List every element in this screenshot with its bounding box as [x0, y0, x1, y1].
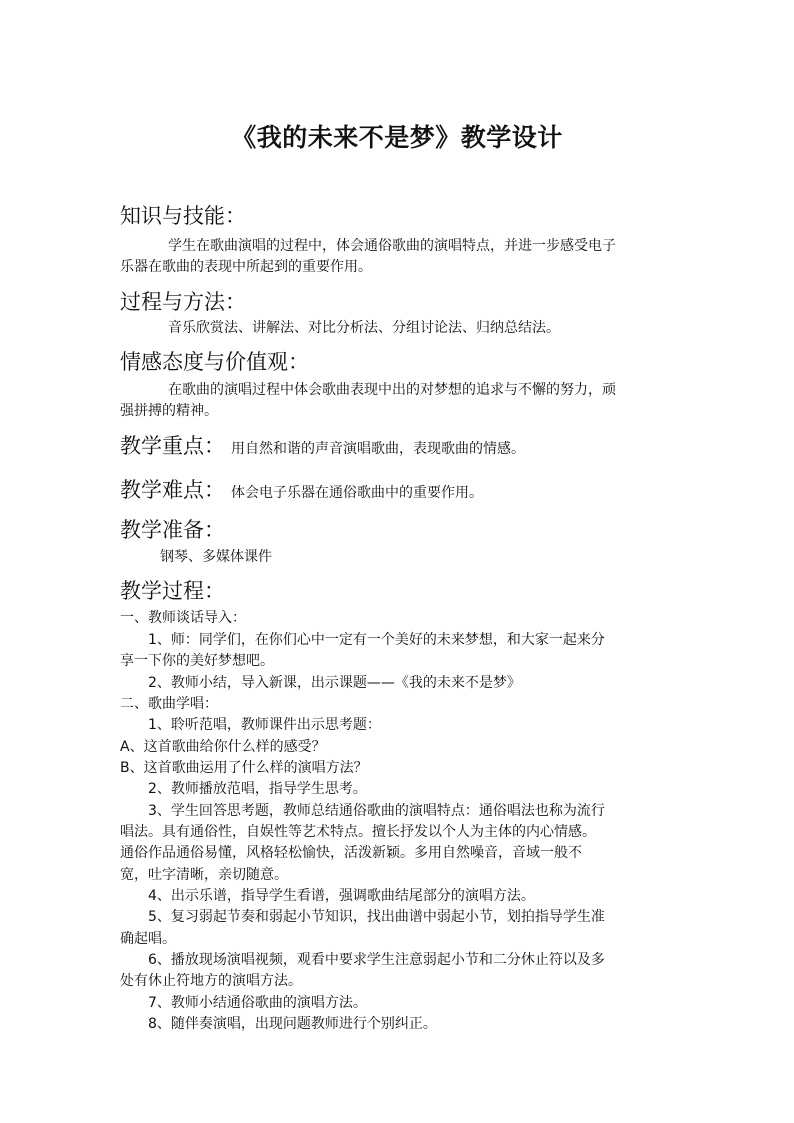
procedure-line: 二、歌曲学唱： — [120, 696, 218, 712]
heading-difficulty — [120, 474, 483, 504]
knowledge-line-1: 学生在歌曲演唱的过程中，体会通俗歌曲的演唱特点，并进一步感受电子 — [168, 238, 616, 254]
procedure-line: 3、学生回答思考题，教师总结通俗歌曲的演唱特点：通俗唱法也称为流行 — [148, 803, 605, 819]
heading-key-point — [120, 430, 525, 460]
emotion-line-1: 在歌曲的演唱过程中体会歌曲表现中出的对梦想的追求与不懈的努力，顽 — [168, 382, 616, 398]
procedure-line: 确起唱。 — [120, 931, 176, 947]
procedure-line: 宽，吐字清晰，亲切随意。 — [120, 867, 288, 883]
difficulty-label: 教学难点： — [120, 478, 225, 502]
heading-procedure: 教学过程： — [120, 579, 225, 603]
procedure-line: 8、随伴奏演唱，出现问题教师进行个别纠正。 — [148, 1016, 437, 1032]
procedure-line: 通俗作品通俗易懂，风格轻松愉快，活泼新颖。多用自然噪音，音域一般不 — [120, 845, 582, 861]
preparation-line-1: 钢琴、多媒体课件 — [160, 549, 272, 565]
knowledge-line-2: 乐器在歌曲的表现中所起到的重要作用。 — [120, 259, 372, 275]
procedure-line: 唱法。具有通俗性，自娱性等艺术特点。擅长抒发以个人为主体的内心情感。 — [120, 824, 596, 840]
procedure-line: 7、教师小结通俗歌曲的演唱方法。 — [148, 995, 367, 1011]
key-point-label: 教学重点： — [120, 434, 225, 458]
procedure-line: 2、教师播放范唱，指导学生思考。 — [148, 781, 367, 797]
difficulty-text: 体会电子乐器在通俗歌曲中的重要作用。 — [231, 485, 483, 501]
heading-process-method: 过程与方法： — [120, 290, 246, 314]
procedure-line: 2、教师小结，导入新课，出示课题——《我的未来不是梦》 — [148, 675, 521, 691]
procedure-line: B、这首歌曲运用了什么样的演唱方法？ — [120, 760, 368, 776]
procedure-line: 处有休止符地方的演唱方法。 — [120, 973, 302, 989]
procedure-line: 1、聆听范唱，教师课件出示思考题： — [148, 717, 381, 733]
heading-emotion-values: 情感态度与价值观： — [120, 350, 309, 374]
process-line-1: 音乐欣赏法、讲解法、对比分析法、分组讨论法、归纳总结法。 — [168, 320, 560, 336]
procedure-line: 一、教师谈话导入： — [120, 610, 246, 626]
key-point-text: 用自然和谐的声音演唱歌曲，表现歌曲的情感。 — [231, 441, 525, 457]
emotion-line-2: 强拼搏的精神。 — [120, 403, 218, 419]
heading-knowledge-skills: 知识与技能： — [120, 204, 246, 228]
heading-preparation: 教学准备： — [120, 518, 225, 542]
procedure-line: 4、出示乐谱，指导学生看谱，强调歌曲结尾部分的演唱方法。 — [148, 888, 535, 904]
procedure-line: 享一下你的美好梦想吧。 — [120, 653, 274, 669]
procedure-line: A、这首歌曲给你什么样的感受？ — [120, 739, 326, 755]
procedure-line: 6、播放现场演唱视频，观看中要求学生注意弱起小节和二分休止符以及多 — [148, 952, 605, 968]
procedure-line: 5、复习弱起节奏和弱起小节知识，找出曲谱中弱起小节，划拍指导学生准 — [148, 909, 605, 925]
document-title: 《我的未来不是梦》教学设计 — [231, 123, 563, 152]
procedure-line: 1、师：同学们，在你们心中一定有一个美好的未来梦想，和大家一起来分 — [148, 632, 605, 648]
